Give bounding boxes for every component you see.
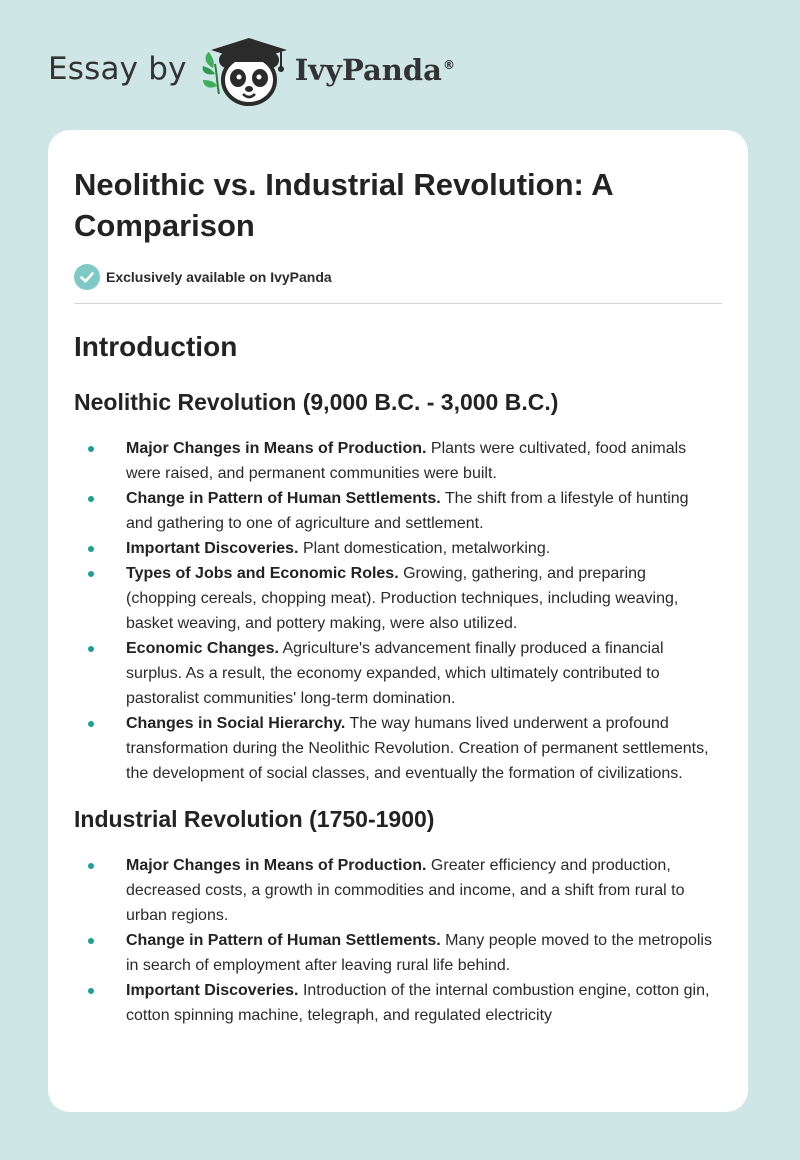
list-item-term: Important Discoveries. [126, 540, 299, 557]
list-item [74, 436, 722, 486]
list-item-text: Greater efficiency and production, decreased costs, a growth in commodities and income, and a shift from rural to urban regions. [126, 857, 685, 924]
bullet-icon [88, 546, 94, 552]
list-item [74, 853, 722, 928]
list-item [74, 536, 722, 561]
list-item [74, 711, 722, 786]
list-item-term: Major Changes in Means of Production. [126, 857, 427, 874]
list-item-text: Plants were cultivated, food animals were raised, and permanent communities were built. [126, 440, 687, 482]
registered-mark: ® [442, 58, 455, 73]
brand-name-text: IvyPanda [294, 53, 442, 87]
check-circle-icon [74, 264, 100, 290]
list-item-term: Change in Pattern of Human Settlements. [126, 490, 441, 507]
list-item [74, 486, 722, 536]
site-header [48, 34, 455, 110]
section-heading-introduction: Introduction [74, 331, 238, 362]
list-item-text: Growing, gathering, and preparing (chopping cereals, chopping meat). Production techniques, including weaving, basket weaving, and pottery making, were also utilized. [126, 565, 679, 632]
bullet-icon [88, 988, 94, 994]
bullet-icon [88, 496, 94, 502]
brand-prefix: Essay by [48, 51, 187, 87]
exclusive-badge-text: Exclusively available on IvyPanda [106, 269, 332, 285]
bullet-icon [88, 721, 94, 727]
list-item-text: Agriculture's advancement finally produced a financial surplus. As a result, the economy expanded, which ultimately contributed to pastoralist communities' long-term domination. [126, 640, 664, 707]
list-item [74, 636, 722, 711]
industrial-list [74, 853, 722, 1028]
essay-card [48, 130, 748, 1112]
bullet-icon [88, 863, 94, 869]
list-item-text: Plant domestication, metalworking. [298, 540, 551, 557]
list-item-term: Changes in Social Hierarchy. [126, 715, 346, 732]
list-item-text: Many people moved to the metropolis in search of employment after leaving rural life behind. [126, 932, 712, 974]
bullet-icon [88, 446, 94, 452]
list-item-term: Economic Changes. [126, 640, 279, 657]
bullet-icon [88, 646, 94, 652]
list-item [74, 928, 722, 978]
bullet-icon [88, 571, 94, 577]
subsection-heading-neolithic: Neolithic Revolution (9,000 B.C. - 3,000 B.C.) [74, 389, 559, 415]
subsection-heading-industrial: Industrial Revolution (1750-1900) [74, 806, 435, 832]
list-item-text: Introduction of the internal combustion engine, cotton gin, cotton spinning machine, telegraph, and regulated electricity [126, 982, 710, 1024]
list-item-term: Major Changes in Means of Production. [126, 440, 427, 457]
list-item-term: Types of Jobs and Economic Roles. [126, 565, 399, 582]
page-title: Neolithic vs. Industrial Revolution: A Comparison [74, 167, 613, 243]
list-item-text: The shift from a lifestyle of hunting and gathering to one of agriculture and settlement. [126, 490, 689, 532]
list-item [74, 978, 722, 1028]
panda-graduation-cap-icon[interactable] [201, 34, 293, 110]
neolithic-list [74, 436, 722, 786]
list-item-term: Change in Pattern of Human Settlements. [126, 932, 441, 949]
divider [74, 303, 722, 304]
list-item [74, 561, 722, 636]
bullet-icon [88, 938, 94, 944]
list-item-term: Important Discoveries. [126, 982, 299, 999]
exclusive-badge [74, 264, 722, 290]
list-item-text: The way humans lived underwent a profound transformation during the Neolithic Revolution. Creation of permanent settlements, the development of social classes, and eventually the formation of civilizations. [126, 715, 709, 782]
brand-name[interactable] [295, 53, 455, 87]
